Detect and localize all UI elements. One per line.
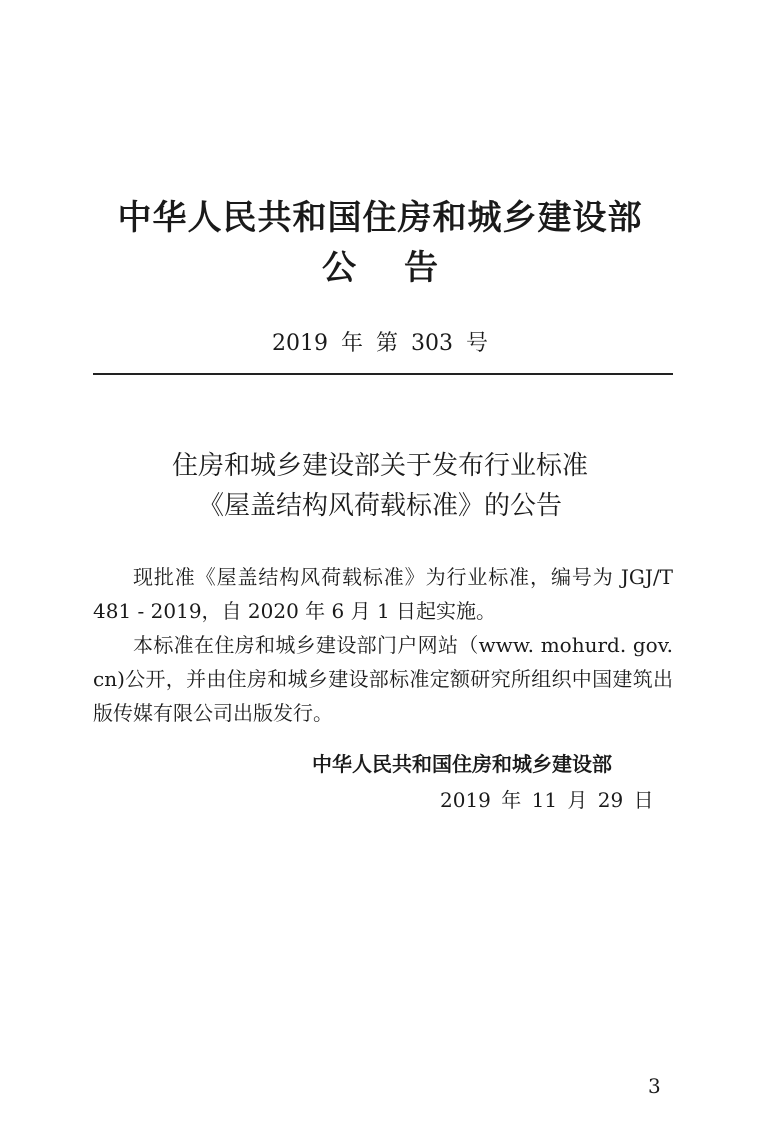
document-number: 2019 年 第 303 号 [272, 331, 488, 356]
page-number: 3 [648, 1074, 661, 1098]
header-divider [93, 373, 673, 375]
subject-line-1: 住房和城乡建设部关于发布行业标准 [171, 451, 588, 481]
signature-date: 2019 年 11 月 29 日 [440, 788, 654, 812]
ministry-title: 中华人民共和国住房和城乡建设部 [117, 198, 643, 238]
body-paragraph-2: 本标准在住房和城乡建设部门户网站（www. mohurd. gov. cn)公开，并由住房和城乡建设部标准定额研究所组织中国建筑出版传媒有限公司出版发行。 [93, 633, 673, 725]
subject-line-2: 《屋盖结构风荷载标准》的公告 [197, 491, 562, 521]
notice-subject [0, 446, 760, 526]
body-paragraph-1: 现批准《屋盖结构风荷载标准》为行业标准，编号为 JGJ/T 481 - 2019，自 2020 年 6 月 1 日起实施。 [93, 565, 673, 623]
signature-organization: 中华人民共和国住房和城乡建设部 [312, 752, 612, 776]
notice-title: 公告 [322, 248, 486, 288]
notice-body [93, 560, 673, 730]
